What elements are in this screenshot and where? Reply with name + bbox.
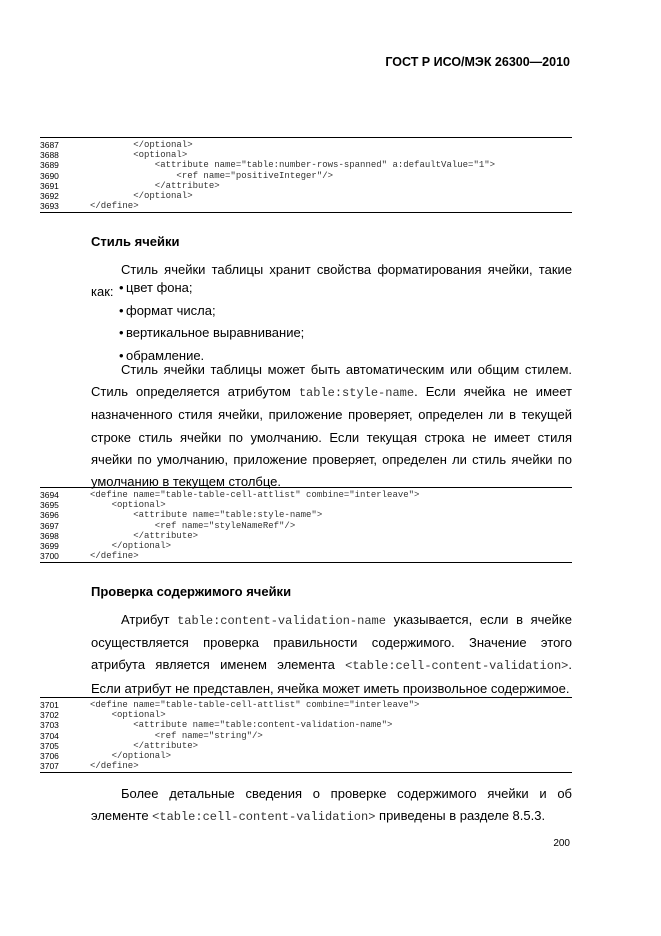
section-heading-content-validation: Проверка содержимого ячейки: [91, 584, 292, 599]
code-text: </define>: [90, 551, 139, 562]
list-item-text: формат числа;: [126, 302, 216, 318]
code-line: [40, 181, 572, 191]
text-run: Атрибут: [121, 612, 178, 627]
text-run: Стиль ячейки таблицы может быть автоматическим или общим стилем. Стиль определяется атрибутом: [91, 362, 572, 400]
code-line: [40, 741, 572, 751]
paragraph-closing: [91, 783, 572, 828]
line-number: 3692: [40, 190, 59, 201]
code-listing-1: [40, 137, 572, 213]
code-line: [40, 700, 572, 710]
paragraph-cell-style-intro: Стиль ячейки таблицы хранит свойства форматирования ячейки, такие как:: [91, 262, 572, 300]
code-line: [40, 761, 572, 771]
code-line: [40, 710, 572, 720]
code-text: <attribute name="table:content-validation-name">: [90, 720, 393, 731]
line-number: 3701: [40, 700, 59, 710]
code-text: </optional>: [90, 540, 172, 551]
code-text: </attribute>: [90, 180, 220, 191]
code-text: </attribute>: [90, 740, 199, 751]
page-number: 200: [553, 838, 570, 849]
line-number: 3707: [40, 761, 59, 772]
code-text: <attribute name="table:style-name">: [90, 510, 323, 521]
line-number: 3704: [40, 730, 59, 741]
text-run: . Если ячейка не имеет назначенного стиля ячейки, приложение проверяет, определен ли в текущей строке стиль ячейки по умолчанию. Если текущая строка не имеет стиля ячейки по умолчанию, приложение проверяет, определен ли стиль ячейки по умолчанию в текущем столбце.: [91, 384, 572, 490]
code-line: [40, 140, 572, 150]
line-number: 3695: [40, 500, 59, 511]
line-number: 3703: [40, 720, 59, 731]
line-number: 3690: [40, 170, 59, 181]
line-number: 3697: [40, 520, 59, 531]
code-text: <define name="table-table-cell-attlist" combine="interleave">: [90, 700, 420, 710]
code-text: </optional>: [90, 750, 172, 761]
code-text: <define name="table-table-cell-attlist" combine="interleave">: [90, 490, 420, 500]
list-item: [91, 277, 304, 300]
code-line: [40, 500, 572, 510]
line-number: 3699: [40, 540, 59, 551]
code-line: [40, 490, 572, 500]
code-text: </define>: [90, 201, 139, 212]
code-line: [40, 541, 572, 551]
line-number: 3700: [40, 551, 59, 562]
code-line: [40, 531, 572, 541]
inline-code: <table:cell-content-validation>: [345, 659, 569, 674]
text-run: . Если атрибут не представлен, ячейка может иметь произвольное содержимое.: [91, 657, 572, 696]
code-listing-2: [40, 487, 572, 563]
line-number: 3689: [40, 160, 59, 171]
paragraph-cell-style-details: [91, 359, 572, 493]
inline-code: table:content-validation-name: [177, 614, 386, 628]
section-heading-cell-style: Стиль ячейки: [91, 234, 180, 249]
code-line: [40, 731, 572, 741]
line-number: 3702: [40, 710, 59, 721]
bullet-list: [91, 277, 304, 367]
line-number: 3693: [40, 201, 59, 212]
document-header: ГОСТ Р ИСО/МЭК 26300—2010: [385, 55, 570, 69]
code-line: [40, 201, 572, 211]
list-item-text: цвет фона;: [126, 280, 193, 295]
inline-code: table:style-name: [298, 386, 415, 401]
bullet-icon: •: [119, 347, 124, 363]
list-item-text: вертикальное выравнивание;: [126, 325, 305, 340]
bullet-icon: •: [119, 325, 124, 340]
code-text: </optional>: [90, 140, 193, 150]
code-line: [40, 720, 572, 730]
paragraph-content-validation: [91, 609, 572, 700]
line-number: 3687: [40, 140, 59, 150]
list-item: [91, 300, 304, 323]
bullet-icon: •: [119, 280, 124, 295]
inline-code: <table:cell-content-validation>: [152, 810, 376, 825]
code-text: <ref name="string"/>: [90, 730, 263, 741]
code-text: </define>: [90, 761, 139, 772]
code-listing-3: [40, 697, 572, 773]
code-line: [40, 751, 572, 761]
bullet-icon: •: [119, 302, 124, 318]
code-line: [40, 150, 572, 160]
line-number: 3696: [40, 510, 59, 521]
line-number: 3688: [40, 150, 59, 161]
code-text: <optional>: [90, 710, 166, 721]
code-line: [40, 521, 572, 531]
line-number: 3706: [40, 750, 59, 761]
code-text: </attribute>: [90, 530, 199, 541]
code-line: [40, 171, 572, 181]
line-number: 3705: [40, 740, 59, 751]
code-text: <attribute name="table:number-rows-spanned" a:defaultValue="1">: [90, 160, 496, 171]
code-line: [40, 551, 572, 561]
code-text: <ref name="positiveInteger"/>: [90, 170, 334, 181]
code-text: <optional>: [90, 150, 188, 161]
code-text: <optional>: [90, 500, 166, 511]
line-number: 3698: [40, 530, 59, 541]
code-line: [40, 160, 572, 170]
list-item-text: обрамление.: [126, 347, 205, 363]
text-run: указывается, если в ячейке осуществляется проверка правильности содержимого. Значение этого атрибута является именем элемента: [91, 612, 572, 673]
text-run: Более детальные сведения о проверке содержимого ячейки и об элементе: [91, 786, 572, 824]
line-number: 3691: [40, 180, 59, 191]
text-run: приведены в разделе 8.5.3.: [375, 808, 546, 824]
code-line: [40, 191, 572, 201]
code-text: </optional>: [90, 190, 193, 201]
line-number: 3694: [40, 490, 59, 500]
list-item: [91, 322, 304, 345]
code-line: [40, 510, 572, 520]
code-text: <ref name="styleNameRef"/>: [90, 520, 296, 531]
